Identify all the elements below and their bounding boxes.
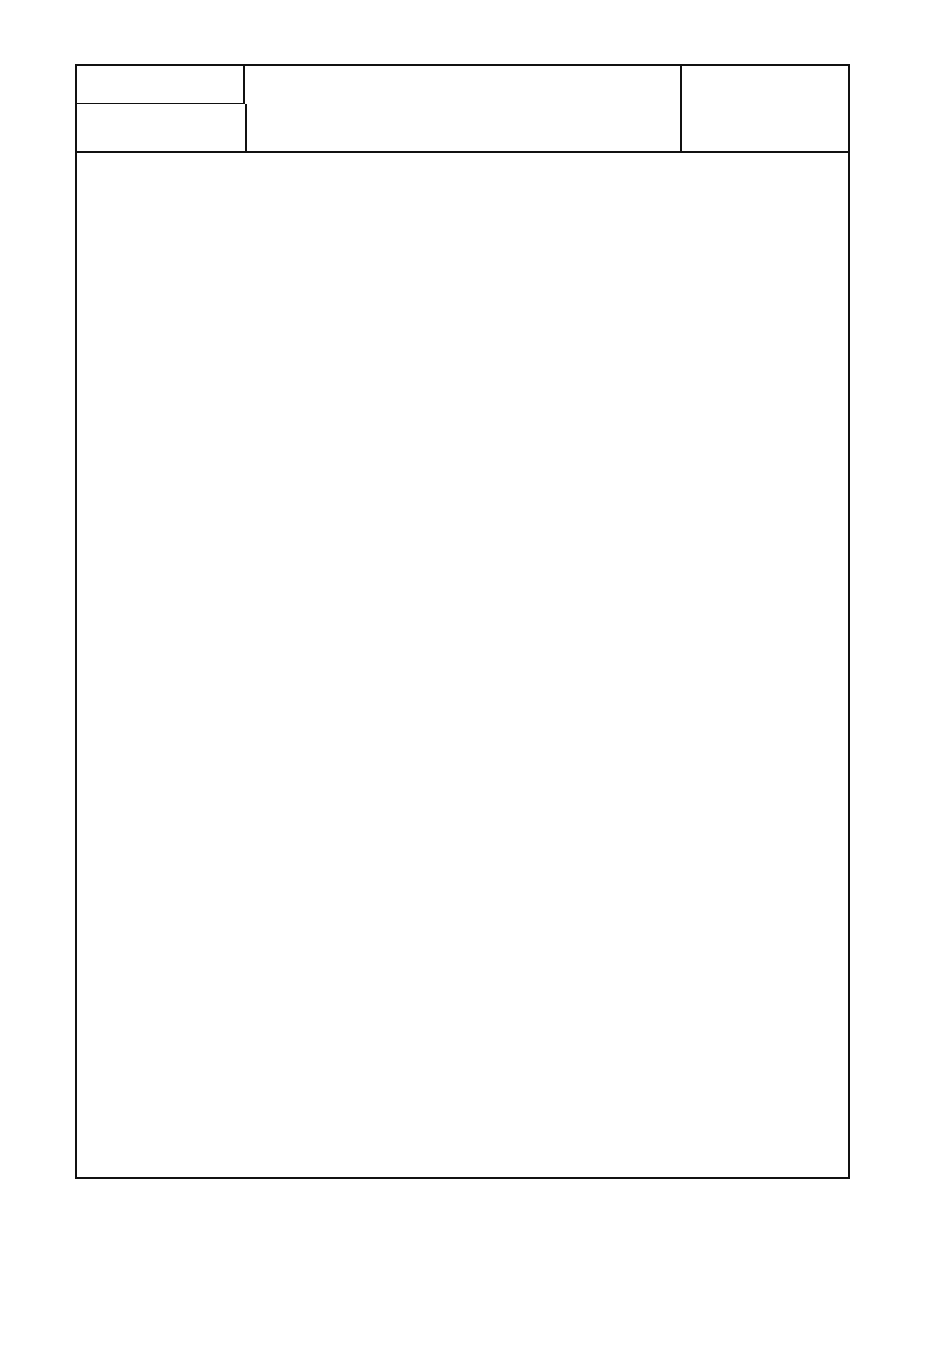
article-text <box>179 496 834 526</box>
article-text <box>179 230 834 289</box>
article-line <box>179 555 834 585</box>
article-line <box>179 319 834 349</box>
document-header <box>77 66 848 153</box>
article-text <box>179 850 834 909</box>
doc-code <box>77 104 247 151</box>
article-line <box>179 496 834 526</box>
article-text <box>179 909 834 939</box>
article-text <box>179 289 834 319</box>
article-text <box>179 761 834 791</box>
article-line <box>179 702 834 732</box>
current-page-line <box>720 110 830 136</box>
article-text <box>179 938 834 968</box>
article-line <box>179 732 834 762</box>
article-line <box>179 289 834 319</box>
article-text <box>179 348 834 378</box>
article-line <box>179 614 834 644</box>
article-line <box>179 584 834 614</box>
article-line <box>179 466 834 496</box>
page-info <box>680 66 850 151</box>
article-text <box>179 319 834 349</box>
article-line <box>179 260 834 290</box>
document-frame <box>75 64 850 1179</box>
article-line <box>179 378 834 408</box>
article-line <box>179 348 834 378</box>
article-line <box>179 230 834 260</box>
article-text <box>179 702 834 761</box>
article-line <box>179 525 834 555</box>
article-text <box>179 378 834 408</box>
article-line <box>179 968 834 998</box>
article-line <box>179 761 834 791</box>
number-label <box>77 66 245 104</box>
article-text <box>179 555 834 585</box>
article-text <box>179 525 834 555</box>
article-text <box>179 466 834 496</box>
article-text <box>179 968 834 1057</box>
article-line <box>179 850 834 880</box>
article-line <box>179 643 834 673</box>
article-line <box>179 1027 834 1057</box>
article-line <box>179 938 834 968</box>
article-line <box>179 820 834 850</box>
article-line <box>179 673 834 703</box>
document-title <box>247 66 680 151</box>
article-line <box>179 407 834 437</box>
article-line <box>179 997 834 1027</box>
article-text <box>179 437 834 467</box>
article-line <box>179 437 834 467</box>
total-pages-line <box>720 80 830 106</box>
article-line <box>179 879 834 909</box>
article-text <box>179 407 834 437</box>
article-line <box>179 791 834 821</box>
article-text <box>179 584 834 702</box>
article-text <box>179 791 834 850</box>
article-line <box>179 909 834 939</box>
